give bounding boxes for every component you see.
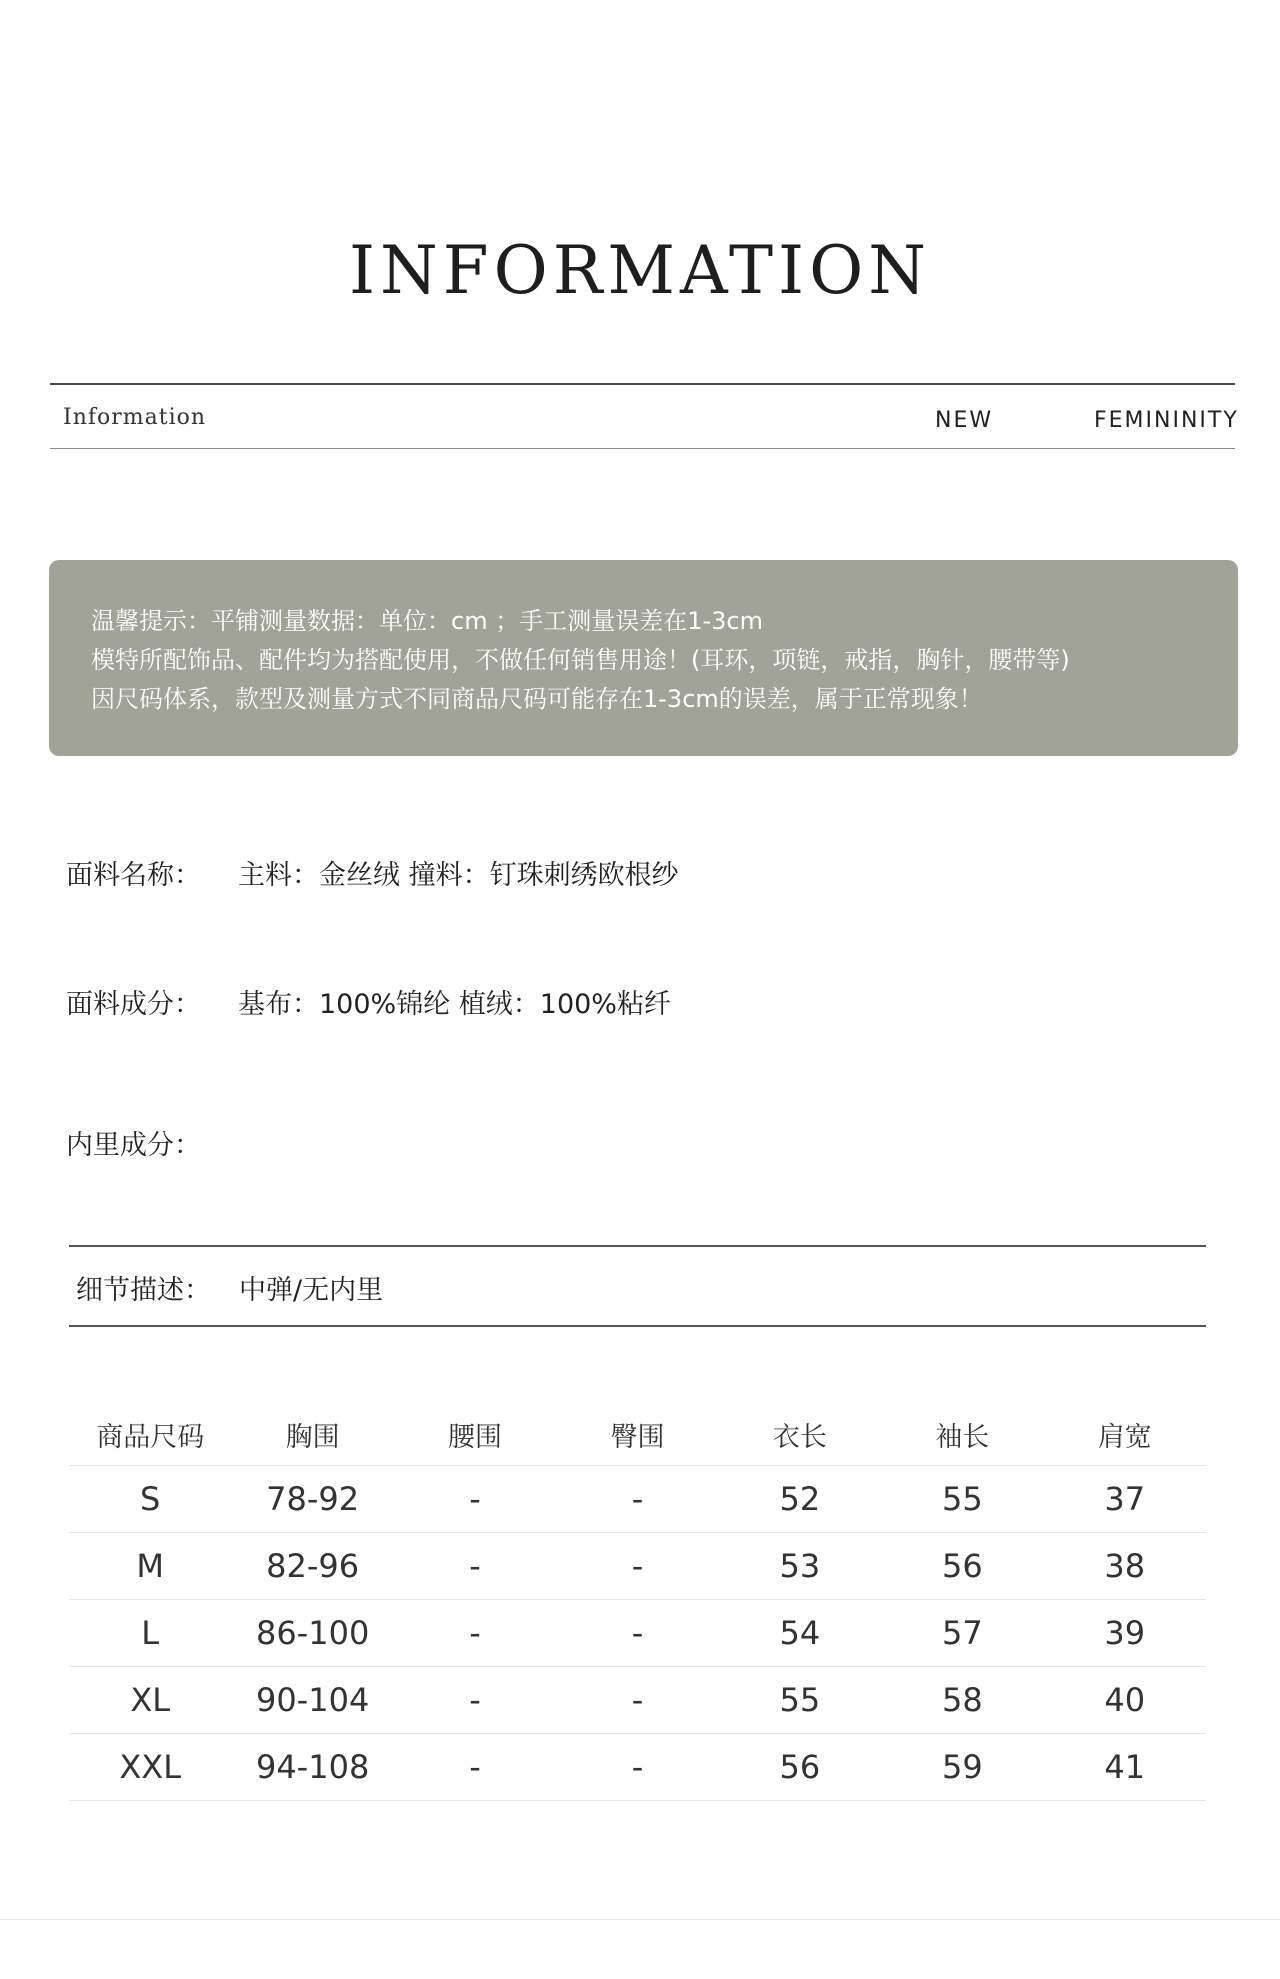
header-top-rule (50, 383, 1235, 385)
cell-waist: - (394, 1533, 556, 1600)
cell-chest: 78-92 (231, 1466, 393, 1533)
table-row (69, 1667, 1206, 1734)
cell-shoulder: 38 (1044, 1533, 1206, 1600)
table-row (69, 1734, 1206, 1801)
fabric-composition-value: 基布：100%锦纶 植绒：100%粘纤 (238, 989, 671, 1020)
cell-size: XXL (69, 1734, 231, 1801)
cell-sleeve: 55 (881, 1466, 1043, 1533)
detail-value: 中弹/无内里 (239, 1275, 384, 1306)
cell-size: S (69, 1466, 231, 1533)
cell-waist: - (394, 1667, 556, 1734)
cell-length: 52 (719, 1466, 881, 1533)
info-bar-label: Information (63, 405, 207, 430)
header-shoulder: 肩宽 (1044, 1403, 1206, 1466)
cell-chest: 82-96 (231, 1533, 393, 1600)
cell-size: M (69, 1533, 231, 1600)
cell-size: XL (69, 1667, 231, 1734)
detail-row (76, 1268, 383, 1307)
fabric-name-label: 面料名称： (66, 860, 201, 891)
cell-chest: 86-100 (231, 1600, 393, 1667)
cell-hip: - (556, 1466, 718, 1533)
cell-shoulder: 37 (1044, 1466, 1206, 1533)
cell-hip: - (556, 1533, 718, 1600)
header-sleeve: 袖长 (881, 1403, 1043, 1466)
table-row (69, 1600, 1206, 1667)
cell-waist: - (394, 1466, 556, 1533)
cell-chest: 94-108 (231, 1734, 393, 1801)
notice-line-3: 因尺码体系，款型及测量方式不同商品尺码可能存在1-3cm的误差，属于正常现象！ (91, 685, 983, 713)
fabric-name-row (66, 853, 679, 892)
cell-sleeve: 56 (881, 1533, 1043, 1600)
header-bottom-rule (50, 448, 1235, 449)
header-size: 商品尺码 (69, 1403, 231, 1466)
cell-sleeve: 59 (881, 1734, 1043, 1801)
fabric-name-value: 主料：金丝绒 撞料：钉珠刺绣欧根纱 (238, 860, 679, 891)
page-title: INFORMATION (348, 232, 931, 309)
cell-shoulder: 41 (1044, 1734, 1206, 1801)
notice-line-1: 温馨提示：平铺测量数据：单位：cm ；手工测量误差在1-3cm (91, 607, 763, 635)
header-chest: 胸围 (231, 1403, 393, 1466)
info-bar-new: NEW (935, 408, 994, 433)
detail-bottom-rule (69, 1325, 1206, 1327)
detail-top-rule (69, 1245, 1206, 1247)
cell-sleeve: 58 (881, 1667, 1043, 1734)
size-table (69, 1403, 1206, 1801)
header-hip: 臀围 (556, 1403, 718, 1466)
cell-hip: - (556, 1734, 718, 1801)
info-bar-femininity: FEMININITY (1094, 408, 1239, 433)
cell-hip: - (556, 1667, 718, 1734)
cell-waist: - (394, 1600, 556, 1667)
cell-shoulder: 39 (1044, 1600, 1206, 1667)
size-table-header-row (69, 1403, 1206, 1466)
header-length: 衣长 (719, 1403, 881, 1466)
lining-label: 内里成分： (66, 1130, 201, 1161)
cell-hip: - (556, 1600, 718, 1667)
cell-size: L (69, 1600, 231, 1667)
cell-length: 55 (719, 1667, 881, 1734)
header-waist: 腰围 (394, 1403, 556, 1466)
cell-sleeve: 57 (881, 1600, 1043, 1667)
fabric-composition-label: 面料成分： (66, 989, 201, 1020)
lining-row (66, 1123, 238, 1162)
fabric-composition-row (66, 982, 671, 1021)
detail-label: 细节描述： (76, 1275, 211, 1306)
cell-length: 56 (719, 1734, 881, 1801)
cell-length: 53 (719, 1533, 881, 1600)
cell-length: 54 (719, 1600, 881, 1667)
cell-waist: - (394, 1734, 556, 1801)
table-row (69, 1533, 1206, 1600)
notice-box (49, 560, 1238, 756)
cell-chest: 90-104 (231, 1667, 393, 1734)
cell-shoulder: 40 (1044, 1667, 1206, 1734)
notice-line-2: 模特所配饰品、配件均为搭配使用，不做任何销售用途！(耳环，项链，戒指，胸针，腰带等) (91, 646, 1070, 674)
footer-divider (0, 1919, 1280, 1920)
table-row (69, 1466, 1206, 1533)
